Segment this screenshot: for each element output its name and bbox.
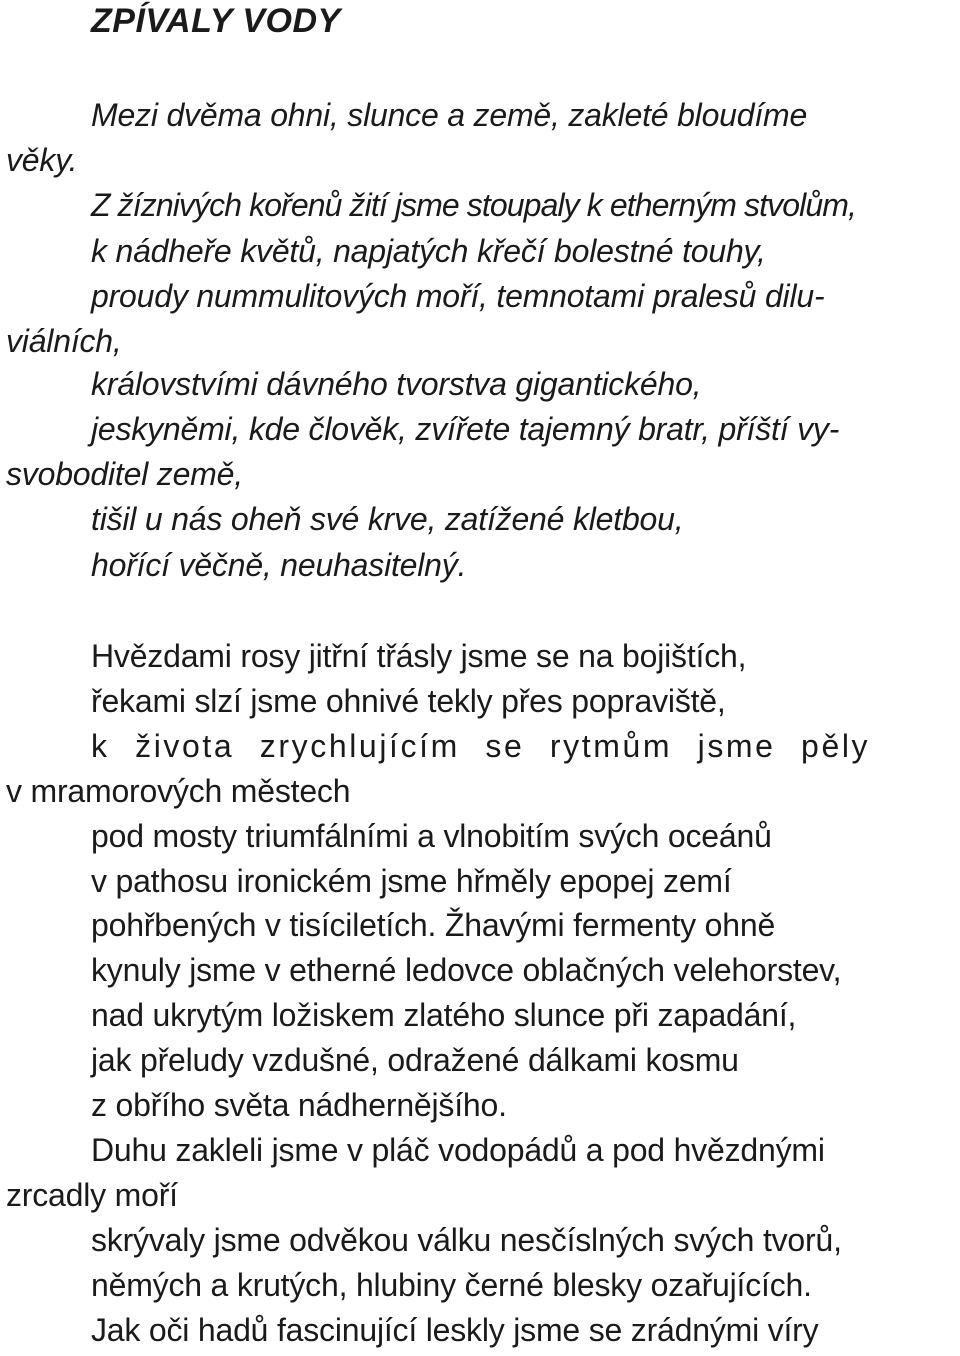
poem-line: němých a krutých, hlubiny černé blesky ozařujících. — [91, 1267, 812, 1303]
poem-line: kynuly jsme v etherné ledovce oblačných velehorstev, — [91, 952, 842, 988]
poem-line: zrcadly moří — [6, 1177, 178, 1213]
poem-line: z obřího světa nádhernějšího. — [91, 1087, 507, 1123]
poem-line: řekami slzí jsme ohnivé tekly přes popraviště, — [91, 683, 726, 719]
poem-line: proudy nummulitových moří, temnotami pralesů dilu- — [91, 278, 825, 314]
poem-line: svoboditel země, — [6, 456, 243, 492]
poem-line: nad ukrytým ložiskem zlatého slunce při zapadání, — [91, 997, 797, 1033]
poem-line: tišil u nás oheň své krve, zatížené kletbou, — [91, 501, 684, 537]
poem-line: k života zrychlujícím se rytmům jsme pěly — [91, 728, 871, 764]
poem-line: Duhu zakleli jsme v pláč vodopádů a pod hvězdnými — [91, 1132, 825, 1168]
poem-line: královstvími dávného tvorstva gigantického, — [91, 366, 702, 402]
poem-line: skrývaly jsme odvěkou válku nesčíslných svých tvorů, — [91, 1222, 842, 1258]
poem-title: ZPÍVALY VODY — [91, 2, 341, 40]
poem-line: pohřbených v tisíciletích. Žhavými fermenty ohně — [91, 907, 776, 943]
poem-line: hořící věčně, neuhasitelný. — [91, 547, 467, 583]
poem-line: Hvězdami rosy jitřní třásly jsme se na bojištích, — [91, 638, 747, 674]
poem-line: Z žíznivých kořenů žití jsme stoupaly k etherným stvolům, — [91, 187, 856, 223]
poem-line: věky. — [6, 142, 78, 178]
poem-line: k nádheře květů, napjatých křečí bolestné touhy, — [91, 233, 766, 269]
poem-line: jeskyněmi, kde člověk, zvířete tajemný bratr, příští vy- — [91, 411, 840, 447]
poem-line: v pathosu ironickém jsme hřměly epopej zemí — [91, 863, 732, 899]
poem-line: jak přeludy vzdušné, odražené dálkami kosmu — [91, 1042, 739, 1078]
poem-line: Mezi dvěma ohni, slunce a země, zakleté bloudíme — [91, 97, 808, 133]
poem-line: viálních, — [6, 323, 122, 359]
poem-line: v mramorových městech — [6, 773, 351, 809]
poem-line: pod mosty triumfálními a vlnobitím svých oceánů — [91, 818, 772, 854]
poem-line: Jak oči hadů fascinující leskly jsme se zrádnými víry — [91, 1312, 819, 1348]
